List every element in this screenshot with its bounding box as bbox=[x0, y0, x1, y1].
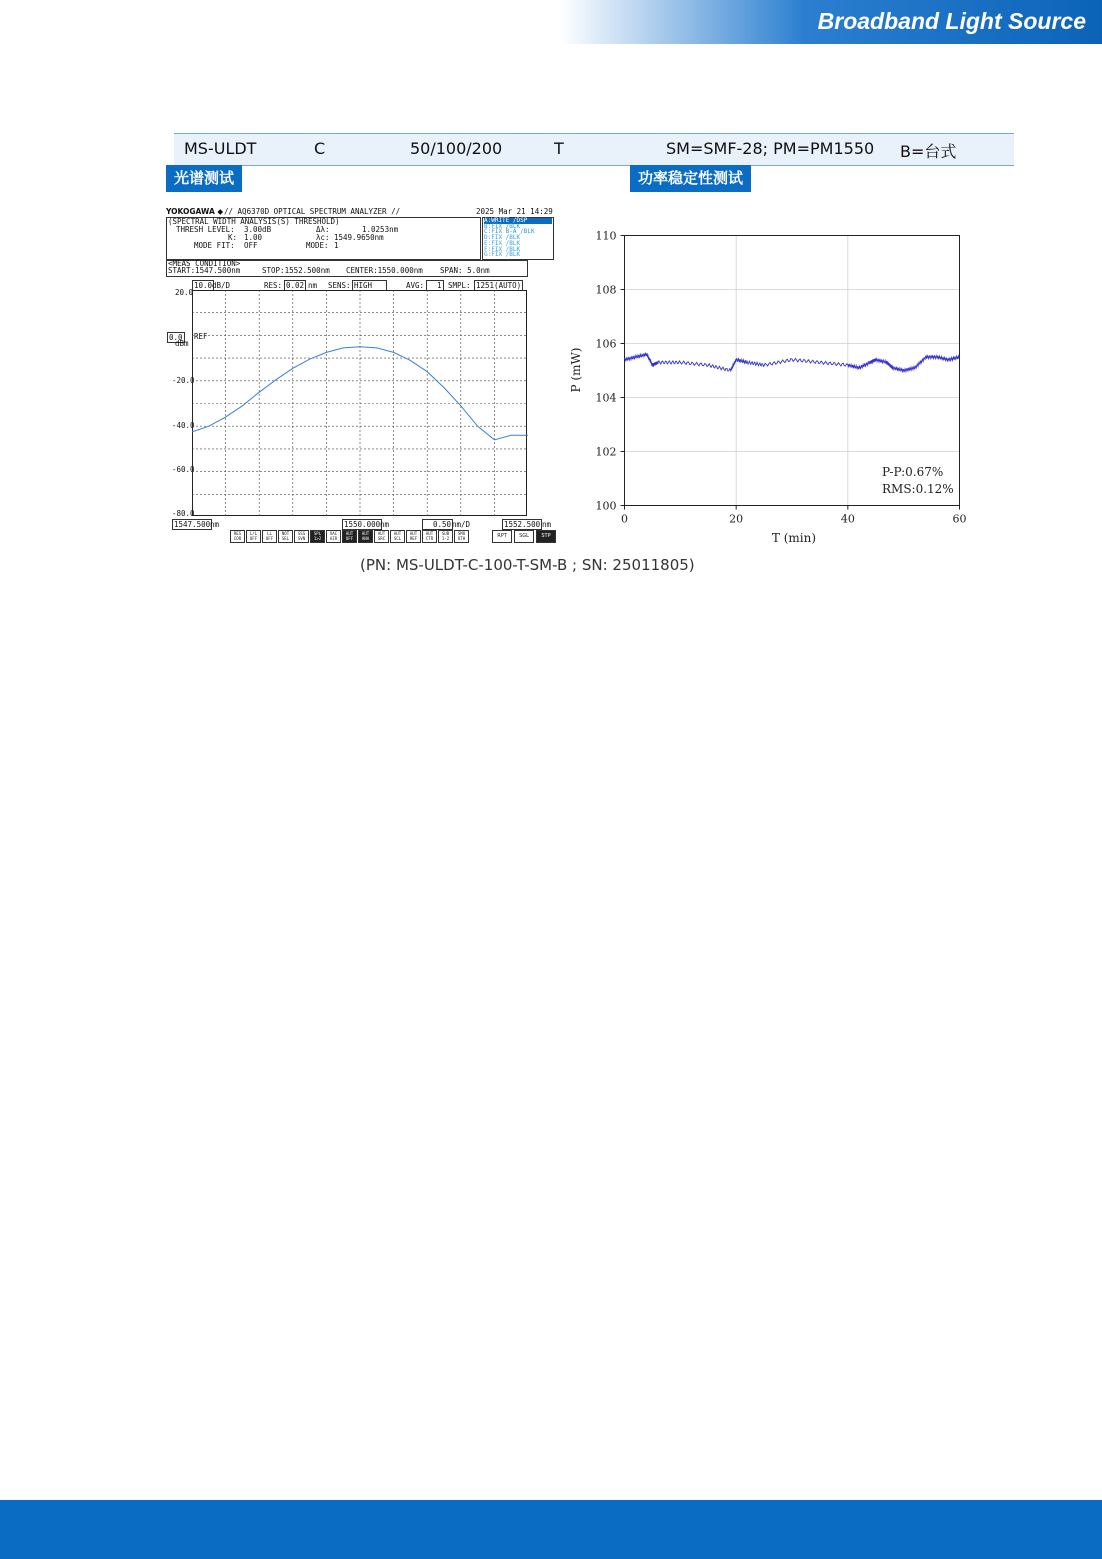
trace-item: E:FIX /BLK bbox=[484, 239, 521, 247]
res-unit: nm bbox=[308, 281, 318, 290]
scale-value: 10.0 bbox=[194, 281, 213, 290]
power-annot-rms: RMS:0.12% bbox=[882, 482, 954, 496]
osa-model: // AQ6370D OPTICAL SPECTRUM ANALYZER // bbox=[224, 207, 401, 216]
power-chart bbox=[560, 222, 980, 552]
x-div-unit: nm/D bbox=[452, 520, 471, 529]
x-div: 0.50 bbox=[422, 519, 453, 530]
meas-center: CENTER:1550.000nm bbox=[346, 266, 423, 275]
soft-key: AUT SRC bbox=[374, 530, 389, 543]
x-right: 1552.500 bbox=[504, 520, 541, 529]
meas-stop: STOP:1552.500nm bbox=[262, 266, 330, 275]
soft-key: AUT REF bbox=[406, 530, 421, 543]
power-xtick: 60 bbox=[952, 512, 967, 526]
spec-fiber: SM=SMF-28; PM=PM1550 bbox=[666, 139, 875, 158]
power-ytick: 108 bbox=[595, 283, 617, 297]
osa-ytick: -80.0 bbox=[172, 509, 195, 518]
res-value: 0.02 bbox=[286, 281, 305, 290]
spec-model: MS-ULDT bbox=[184, 139, 257, 158]
k-label: K: bbox=[228, 233, 238, 242]
run-key: SGL bbox=[514, 530, 534, 543]
soft-key: AUT OFF bbox=[342, 530, 357, 543]
scale-unit: dB/D bbox=[212, 281, 231, 290]
trace-item: A:WRITE /DSP bbox=[484, 218, 552, 224]
soft-key: L/L OFF bbox=[246, 530, 261, 543]
lc-value: 1549.9650nm bbox=[334, 233, 384, 242]
footer-bar bbox=[0, 1500, 1102, 1559]
trace-item: B:FIX /BLK bbox=[484, 222, 521, 230]
soft-key: SUB 1-2 bbox=[438, 530, 453, 543]
soft-key: NOT SEL bbox=[278, 530, 293, 543]
trace-item: C:FIX B-A /BLK bbox=[484, 228, 535, 236]
power-ytick: 104 bbox=[595, 391, 617, 405]
x-left-unit: nm bbox=[210, 520, 220, 529]
dl-label: Δλ: bbox=[316, 225, 330, 234]
thresh-value: 3.00dB bbox=[244, 225, 272, 234]
mode-fit-label: MODE FIT: bbox=[194, 241, 235, 250]
mode-fit-value: OFF bbox=[244, 241, 258, 250]
power-ytick: 110 bbox=[595, 229, 617, 243]
dl-value: 1.0253nm bbox=[362, 225, 399, 234]
meas-span: SPAN: 5.0nm bbox=[440, 266, 490, 275]
soft-key: LL OFF bbox=[262, 530, 277, 543]
run-key: STP bbox=[536, 530, 556, 543]
power-xtick: 40 bbox=[840, 512, 855, 526]
meas-title: <MEAS CONDITION> bbox=[168, 259, 241, 268]
mode-value: 1 bbox=[334, 241, 339, 250]
lc-label: λc: bbox=[316, 233, 330, 242]
res-label: RES: bbox=[264, 281, 283, 290]
spec-power: 50/100/200 bbox=[410, 139, 503, 158]
avg-value: 1 bbox=[426, 280, 444, 291]
ref-label: REF bbox=[194, 332, 208, 341]
spec-band: C bbox=[314, 139, 326, 158]
spec-row bbox=[174, 133, 1014, 166]
trace-item: D:FIX /BLK bbox=[484, 234, 521, 242]
soft-key: RES COR bbox=[230, 530, 245, 543]
spec-form: B=台式 bbox=[900, 142, 957, 161]
x-left: 1547.500 bbox=[174, 520, 211, 529]
header-title: Broadband Light Source bbox=[817, 8, 1086, 34]
power-xlabel: T (min) bbox=[771, 531, 817, 545]
osa-plot-frame bbox=[193, 291, 527, 516]
x-center: 1550.000 bbox=[344, 520, 381, 529]
power-annot-pp: P-P:0.67% bbox=[882, 465, 944, 479]
ref-value: 0.0 bbox=[169, 333, 183, 342]
osa-screenshot bbox=[166, 206, 554, 544]
avg-label: AVG: bbox=[406, 281, 425, 290]
soft-key: VAC AIR bbox=[326, 530, 341, 543]
power-ytick: 100 bbox=[595, 499, 617, 513]
power-ylabel: P (mW) bbox=[569, 347, 583, 393]
mode-label: MODE: bbox=[306, 241, 329, 250]
soft-key: SMO OTH bbox=[454, 530, 469, 543]
soft-key: SSS SVN bbox=[294, 530, 309, 543]
k-value: 1.00 bbox=[244, 233, 263, 242]
soft-key: AUT ANA bbox=[358, 530, 373, 543]
spectrum-label: 光谱测试 bbox=[166, 165, 242, 192]
power-ytick: 106 bbox=[595, 337, 617, 351]
power-ytick: 102 bbox=[595, 445, 617, 459]
trace-item: G:FIX /BLK bbox=[484, 251, 521, 259]
osa-ytick: -20.0 bbox=[172, 376, 195, 385]
osa-ytick: -40.0 bbox=[172, 421, 195, 430]
thresh-label: THRESH LEVEL: bbox=[176, 225, 235, 234]
power-label: 功率稳定性测试 bbox=[630, 165, 751, 192]
sens-label: SENS: bbox=[328, 281, 351, 290]
ref-unit: dBm bbox=[175, 339, 189, 348]
soft-key: AUT CTR bbox=[422, 530, 437, 543]
soft-key: AUT SCL bbox=[390, 530, 405, 543]
soft-key: SPL 1>2 bbox=[310, 530, 325, 543]
trace-item: F:FIX /BLK bbox=[484, 245, 521, 253]
spec-package: T bbox=[554, 139, 564, 158]
smpl-label: SMPL: bbox=[448, 281, 471, 290]
osa-ytick: 20.0 bbox=[175, 288, 194, 297]
x-center-unit: nm bbox=[380, 520, 390, 529]
x-right-unit: nm bbox=[542, 520, 552, 529]
analysis-title: (SPECTRAL WIDTH ANALYSIS(S) THRESHOLD) bbox=[168, 217, 340, 226]
smpl-value: 1251(AUTO) bbox=[476, 281, 522, 290]
osa-ytick: -60.0 bbox=[172, 465, 195, 474]
header-banner bbox=[560, 0, 1102, 44]
osa-trace-line bbox=[192, 347, 528, 440]
osa-plot bbox=[192, 290, 528, 517]
meas-start: START:1547.500nm bbox=[168, 266, 241, 275]
power-series-line bbox=[625, 353, 960, 372]
sens-value: HIGH bbox=[352, 280, 387, 291]
osa-grid bbox=[192, 290, 528, 517]
power-xtick: 20 bbox=[729, 512, 744, 526]
osa-brand: YOKOGAWA ◆ bbox=[166, 207, 224, 216]
power-xtick: 0 bbox=[621, 512, 628, 526]
osa-datetime: 2025 Mar 21 14:29 bbox=[476, 207, 553, 216]
run-key: RPT bbox=[492, 530, 512, 543]
caption: (PN: MS-ULDT-C-100-T-SM-B ; SN: 25011805) bbox=[360, 556, 695, 574]
